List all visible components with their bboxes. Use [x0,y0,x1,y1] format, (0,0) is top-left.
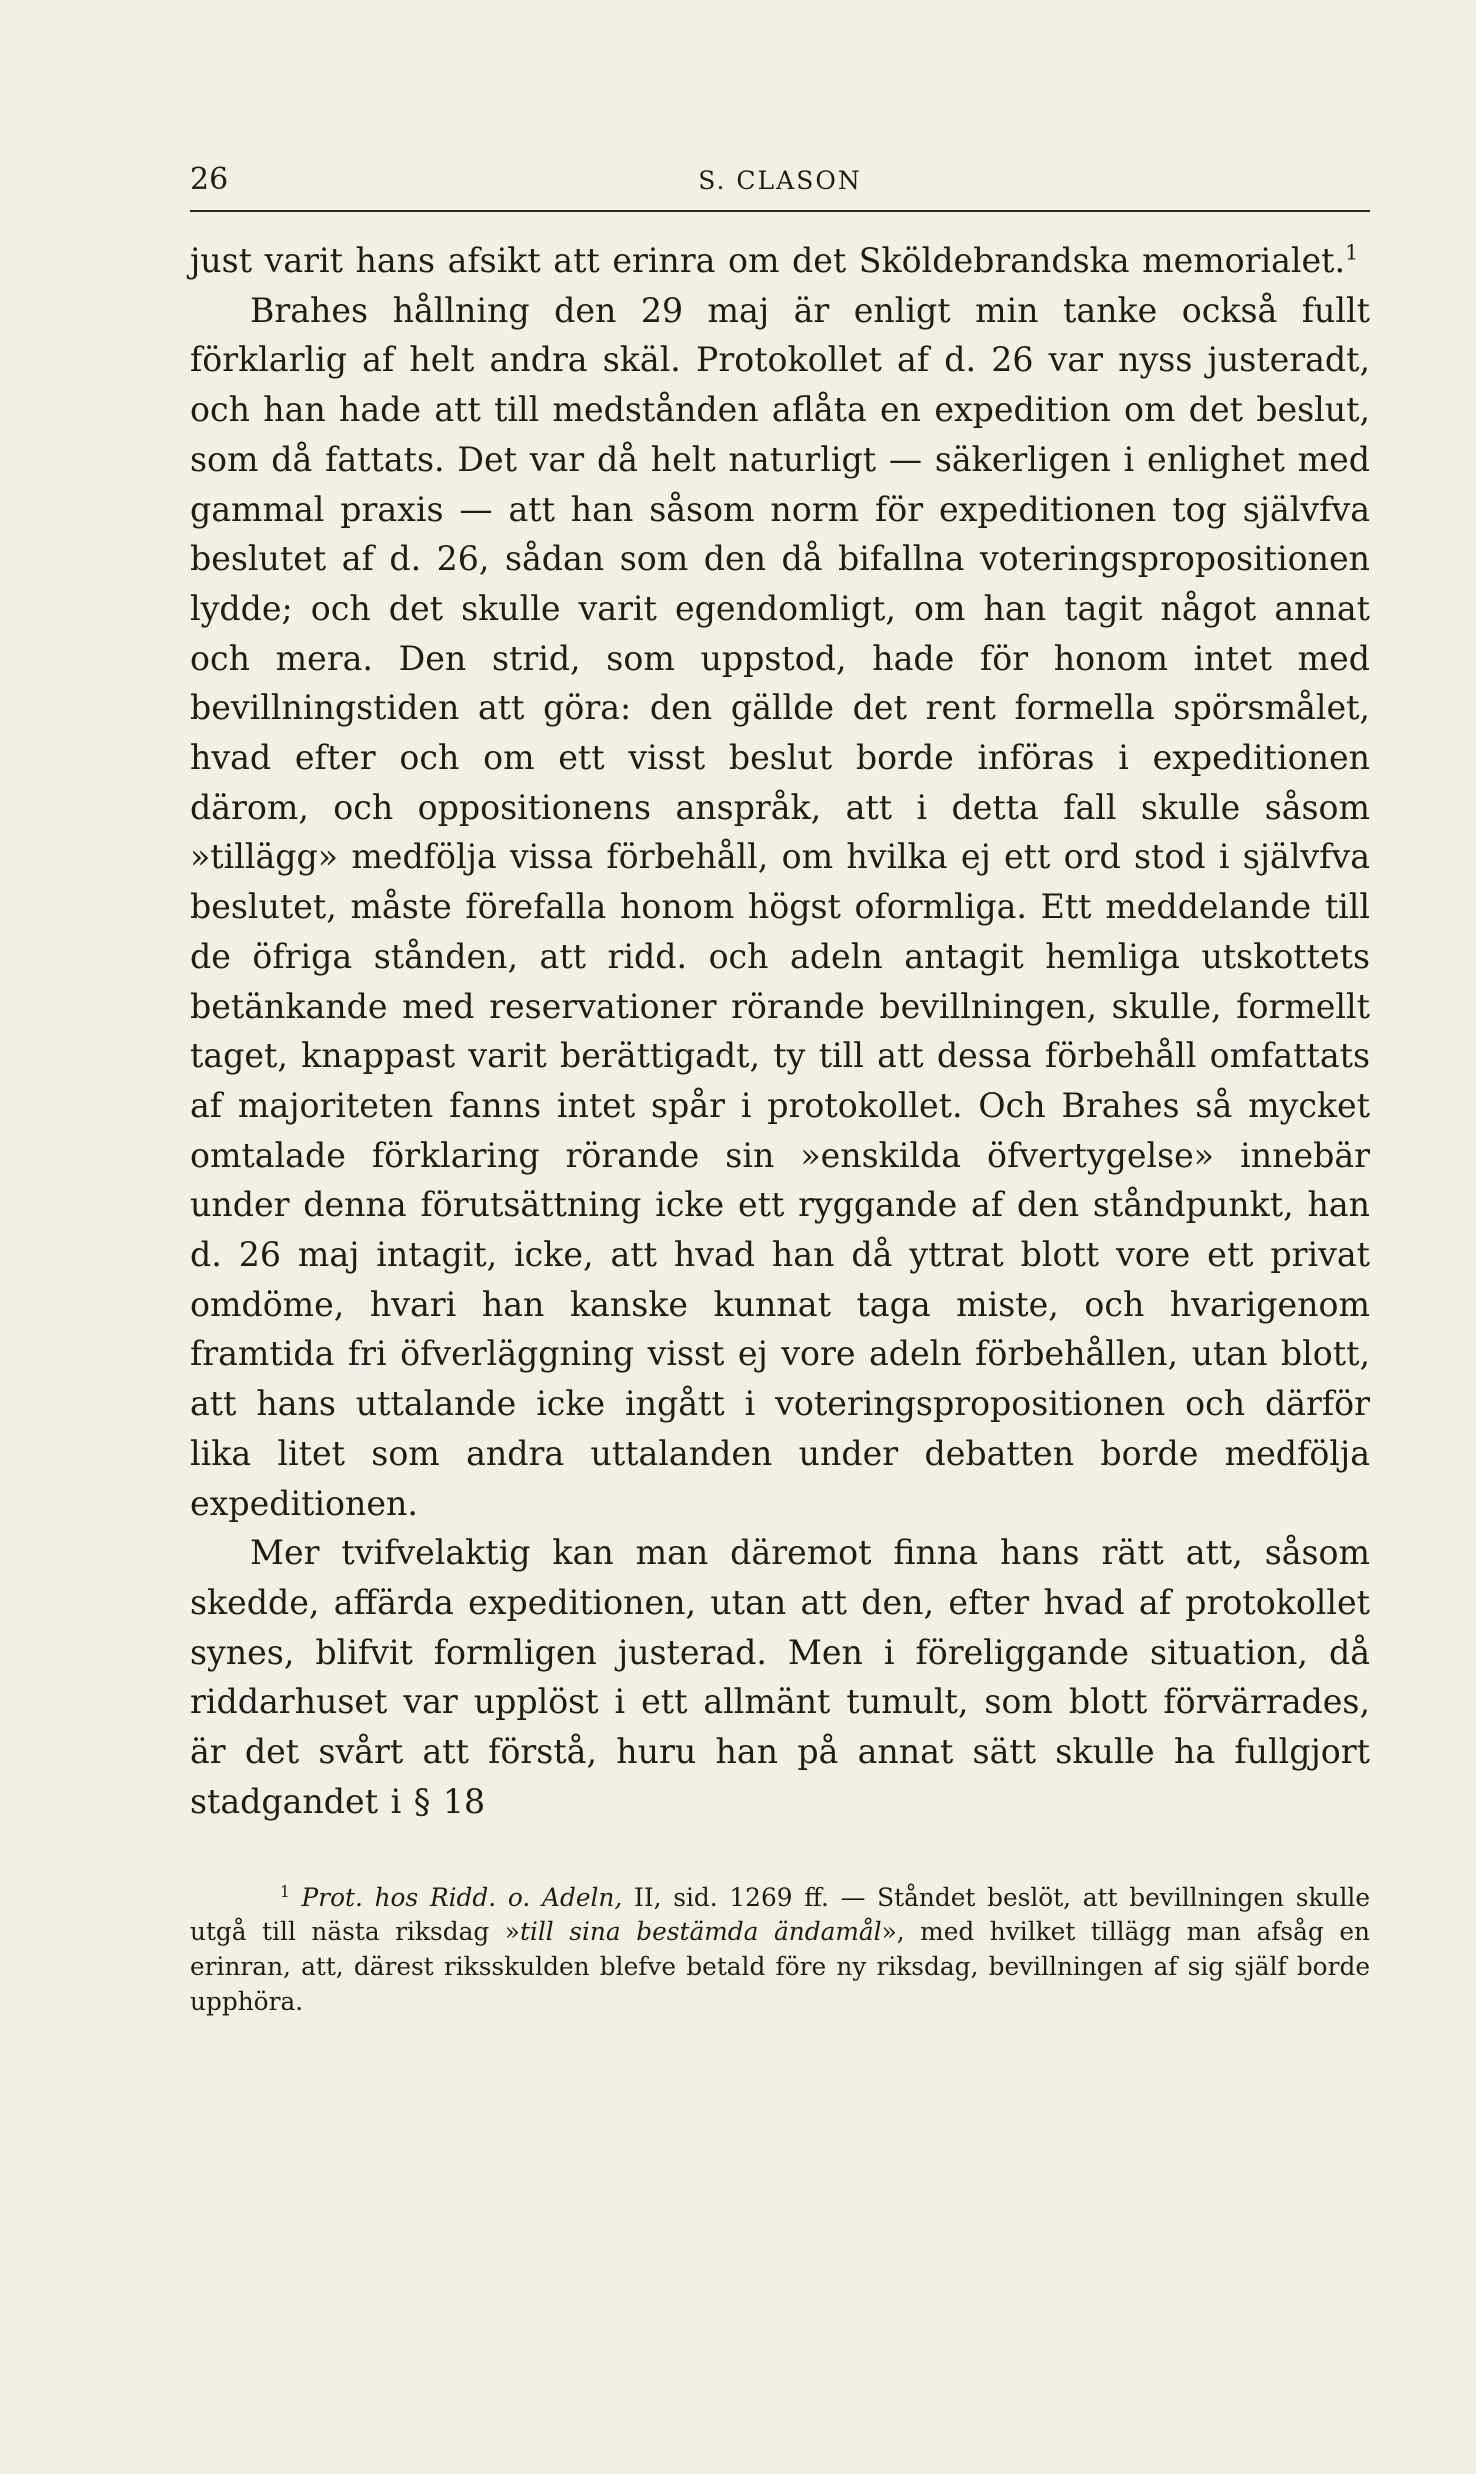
paragraph-2: Brahes hållning den 29 maj är enligt min tanke också fullt förklarlig af helt andra skäl. Protokollet af d. 26 var nyss justeradt, och han hade att till medstånden aflåta en expedition om det beslut, som då fattats. Det var då helt naturligt — säkerligen i enlighet med gammal praxis — att han såsom norm för expeditionen tog självfva beslutet af d. 26, sådan som den då bifallna voteringspropositionen lydde; och det skulle varit egendomligt, om han tagit något annat och mera. Den strid, som uppstod, hade för honom intet med bevillningstiden att göra: den gällde det rent formella spörsmålet, hvad efter och om ett visst beslut borde införas i expeditionen därom, och oppositionens anspråk, att i detta fall skulle såsom »tillägg» medfölja vissa förbehåll, om hvilka ej ett ord stod i självfva beslutet, måste förefalla honom högst oformliga. Ett meddelande till de öfriga stånden, att ridd. och adeln antagit hemliga utskottets betänkande med reservationer rörande bevillningen, skulle, formellt taget, knappast varit berättigadt, ty till att dessa förbehåll omfattats af majoriteten fanns intet spår i protokollet. Och Brahes så mycket omtalade förklaring rörande sin »enskilda öfvertygelse» innebär under denna förutsättning icke ett ryggande af den ståndpunkt, han d. 26 maj intagit, icke, att hvad han då yttrat blott vore ett privat omdöme, hvari han kanske kunnat taga miste, och hvarigenom framtida fri öfverläggning visst ej vore adeln förbehållen, utan blott, att hans uttalande icke ingått i voteringspropositionen och därför lika litet som andra uttalanden under debatten borde medfölja expeditionen. [190,290,1370,1523]
footnote-tail: », med hvilket tillägg man afsåg en erinran, att, därest riksskulden blefve betald före ny riksdag, bevillningen af sig själf borde upphöra. [190,1917,1370,2016]
footnotes [190,1881,1370,2020]
page-content [190,150,1370,2020]
footnote-source-title: Prot. hos Ridd. o. Adeln, [301,1882,623,1912]
paragraph-3: Mer tvifvelaktig kan man däremot finna hans rätt att, såsom skedde, affärda expeditionen, utan att den, efter hvad af protokollet synes, blifvit formligen justerad. Men i föreliggande situation, då riddarhuset var upplöst i ett allmänt tumult, som blott förvärrades, är det svårt att förstå, huru han på annat sätt skulle ha fullgjort stadgandet i § 18 [190,1533,1370,1821]
body-text [190,236,1370,1827]
paragraph-1-text: just varit hans afsikt att erinra om det Sköldebrandska memorialet. [190,241,1346,280]
page-number: 26 [190,162,229,197]
footnote-1 [190,1881,1370,2020]
footnote-source-rest: II, sid. 1269 ff. — Ståndet beslöt, att bevillningen skulle utgå till nästa riksdag » [190,1882,1370,1947]
paragraph-1 [190,236,1370,286]
footnote-reference: 1 [1345,240,1359,265]
page-header [190,150,1370,212]
footnote-quote: till sina bestämda ändamål [519,1917,882,1947]
running-head: S. CLASON [698,166,862,195]
footnote-marker: 1 [280,1882,290,1901]
